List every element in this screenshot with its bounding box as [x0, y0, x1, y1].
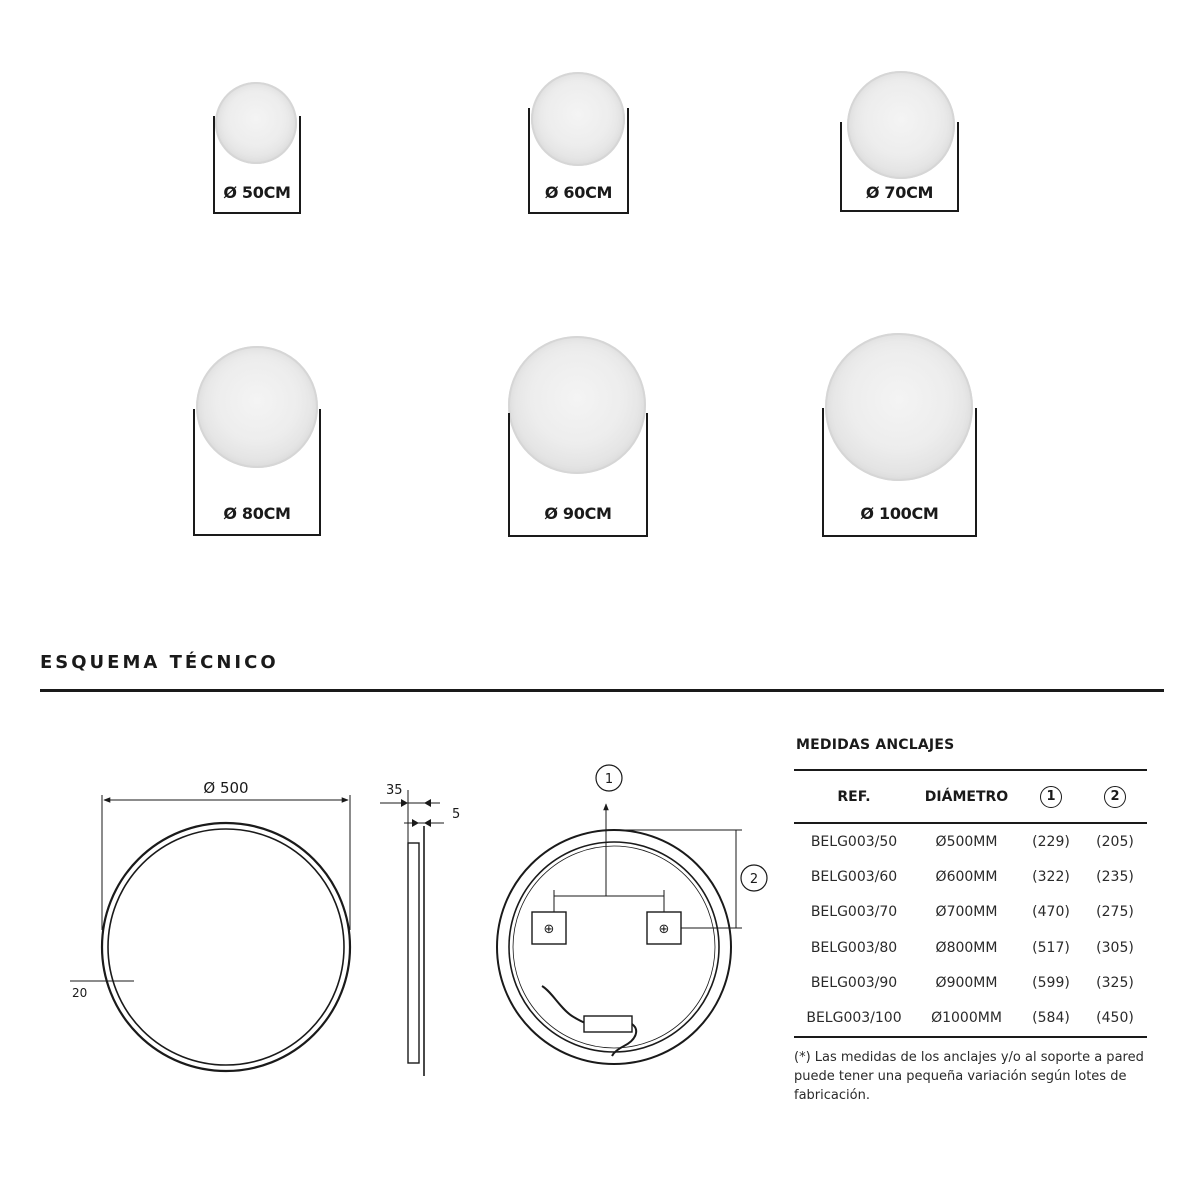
anchor-plug-icon: ⊕ — [658, 922, 670, 937]
technical-drawing — [0, 700, 790, 1100]
cell-col-1: (470) — [1032, 904, 1070, 921]
header-ref: REF. — [794, 770, 914, 823]
cell-diameter: Ø600MM — [935, 868, 998, 885]
cell-col-2: (305) — [1096, 939, 1134, 956]
table-row — [794, 823, 1147, 859]
header-diameter: DIÁMETRO — [914, 770, 1019, 823]
cell-col-1: (517) — [1032, 939, 1070, 956]
cell-col-1: (229) — [1032, 833, 1070, 850]
front-view — [70, 779, 350, 1071]
table-row — [794, 895, 1147, 930]
table-row — [794, 1000, 1147, 1036]
section-title: ESQUEMA TÉCNICO — [40, 652, 279, 673]
cell-col-2: (235) — [1096, 868, 1134, 885]
header-col-2 — [1083, 770, 1147, 823]
circled-number: 2 — [1104, 786, 1126, 808]
section-divider — [40, 689, 1164, 692]
anchor-measurements-table — [794, 769, 1147, 1038]
table-row — [794, 965, 1147, 1000]
cell-ref: BELG003/70 — [810, 904, 898, 921]
callout-1-label: 1 — [604, 772, 614, 787]
table-row — [794, 859, 1147, 894]
cell-col-2: (275) — [1096, 904, 1134, 921]
frame-width-label: 20 — [72, 986, 88, 1000]
mirror-outer-circle — [102, 823, 350, 1071]
anchor-plug-icon: ⊕ — [543, 922, 555, 937]
arrow-head — [424, 799, 431, 807]
callout-2-label: 2 — [749, 872, 759, 887]
cell-ref: BELG003/90 — [810, 974, 898, 991]
size-label: Ø 70CM — [865, 183, 934, 202]
cell-diameter: Ø800MM — [935, 939, 998, 956]
header-col-1 — [1019, 770, 1083, 823]
table-header-row — [794, 770, 1147, 823]
cell-col-1: (322) — [1032, 868, 1070, 885]
cell-diameter: Ø700MM — [935, 904, 998, 921]
cell-col-2: (205) — [1096, 833, 1134, 850]
size-label: Ø 60CM — [544, 183, 613, 202]
cell-col-2: (325) — [1096, 974, 1134, 991]
cell-diameter: Ø900MM — [935, 974, 998, 991]
arrow-head — [412, 819, 419, 827]
size-label: Ø 50CM — [223, 183, 291, 202]
led-driver-box — [584, 1016, 632, 1032]
power-cable — [542, 986, 588, 1024]
side-profile — [408, 843, 419, 1063]
back-view — [497, 765, 767, 1064]
cell-diameter: Ø500MM — [935, 833, 998, 850]
cell-ref: BELG003/100 — [794, 1000, 914, 1036]
circled-number: 1 — [1040, 786, 1062, 808]
cell-ref: BELG003/60 — [810, 868, 898, 885]
cell-ref: BELG003/50 — [810, 833, 898, 850]
footnote: (*) Las medidas de los anclajes y/o al soporte a pared puede tener una pequeña variación según lotes de fabricación. — [794, 1050, 1144, 1103]
cell-ref: BELG003/80 — [810, 939, 898, 956]
size-label: Ø 80CM — [223, 504, 291, 523]
cell-diameter: Ø1000MM — [914, 1000, 1019, 1036]
side-view — [380, 783, 460, 1076]
arrow-head — [424, 819, 431, 827]
cell-col-1: (599) — [1032, 974, 1070, 991]
mirror-inner-circle — [108, 829, 344, 1065]
arrow-head — [401, 799, 408, 807]
front-diameter-label: Ø 500 — [203, 779, 249, 797]
table-title: MEDIDAS ANCLAJES — [796, 737, 955, 753]
size-label: Ø 100CM — [860, 504, 939, 523]
cell-col-2: (450) — [1083, 1000, 1147, 1036]
size-label: Ø 90CM — [544, 504, 612, 523]
cell-col-1: (584) — [1019, 1000, 1083, 1036]
table-row — [794, 930, 1147, 965]
depth-glass-label: 5 — [452, 807, 461, 822]
depth-total-label: 35 — [386, 783, 403, 798]
